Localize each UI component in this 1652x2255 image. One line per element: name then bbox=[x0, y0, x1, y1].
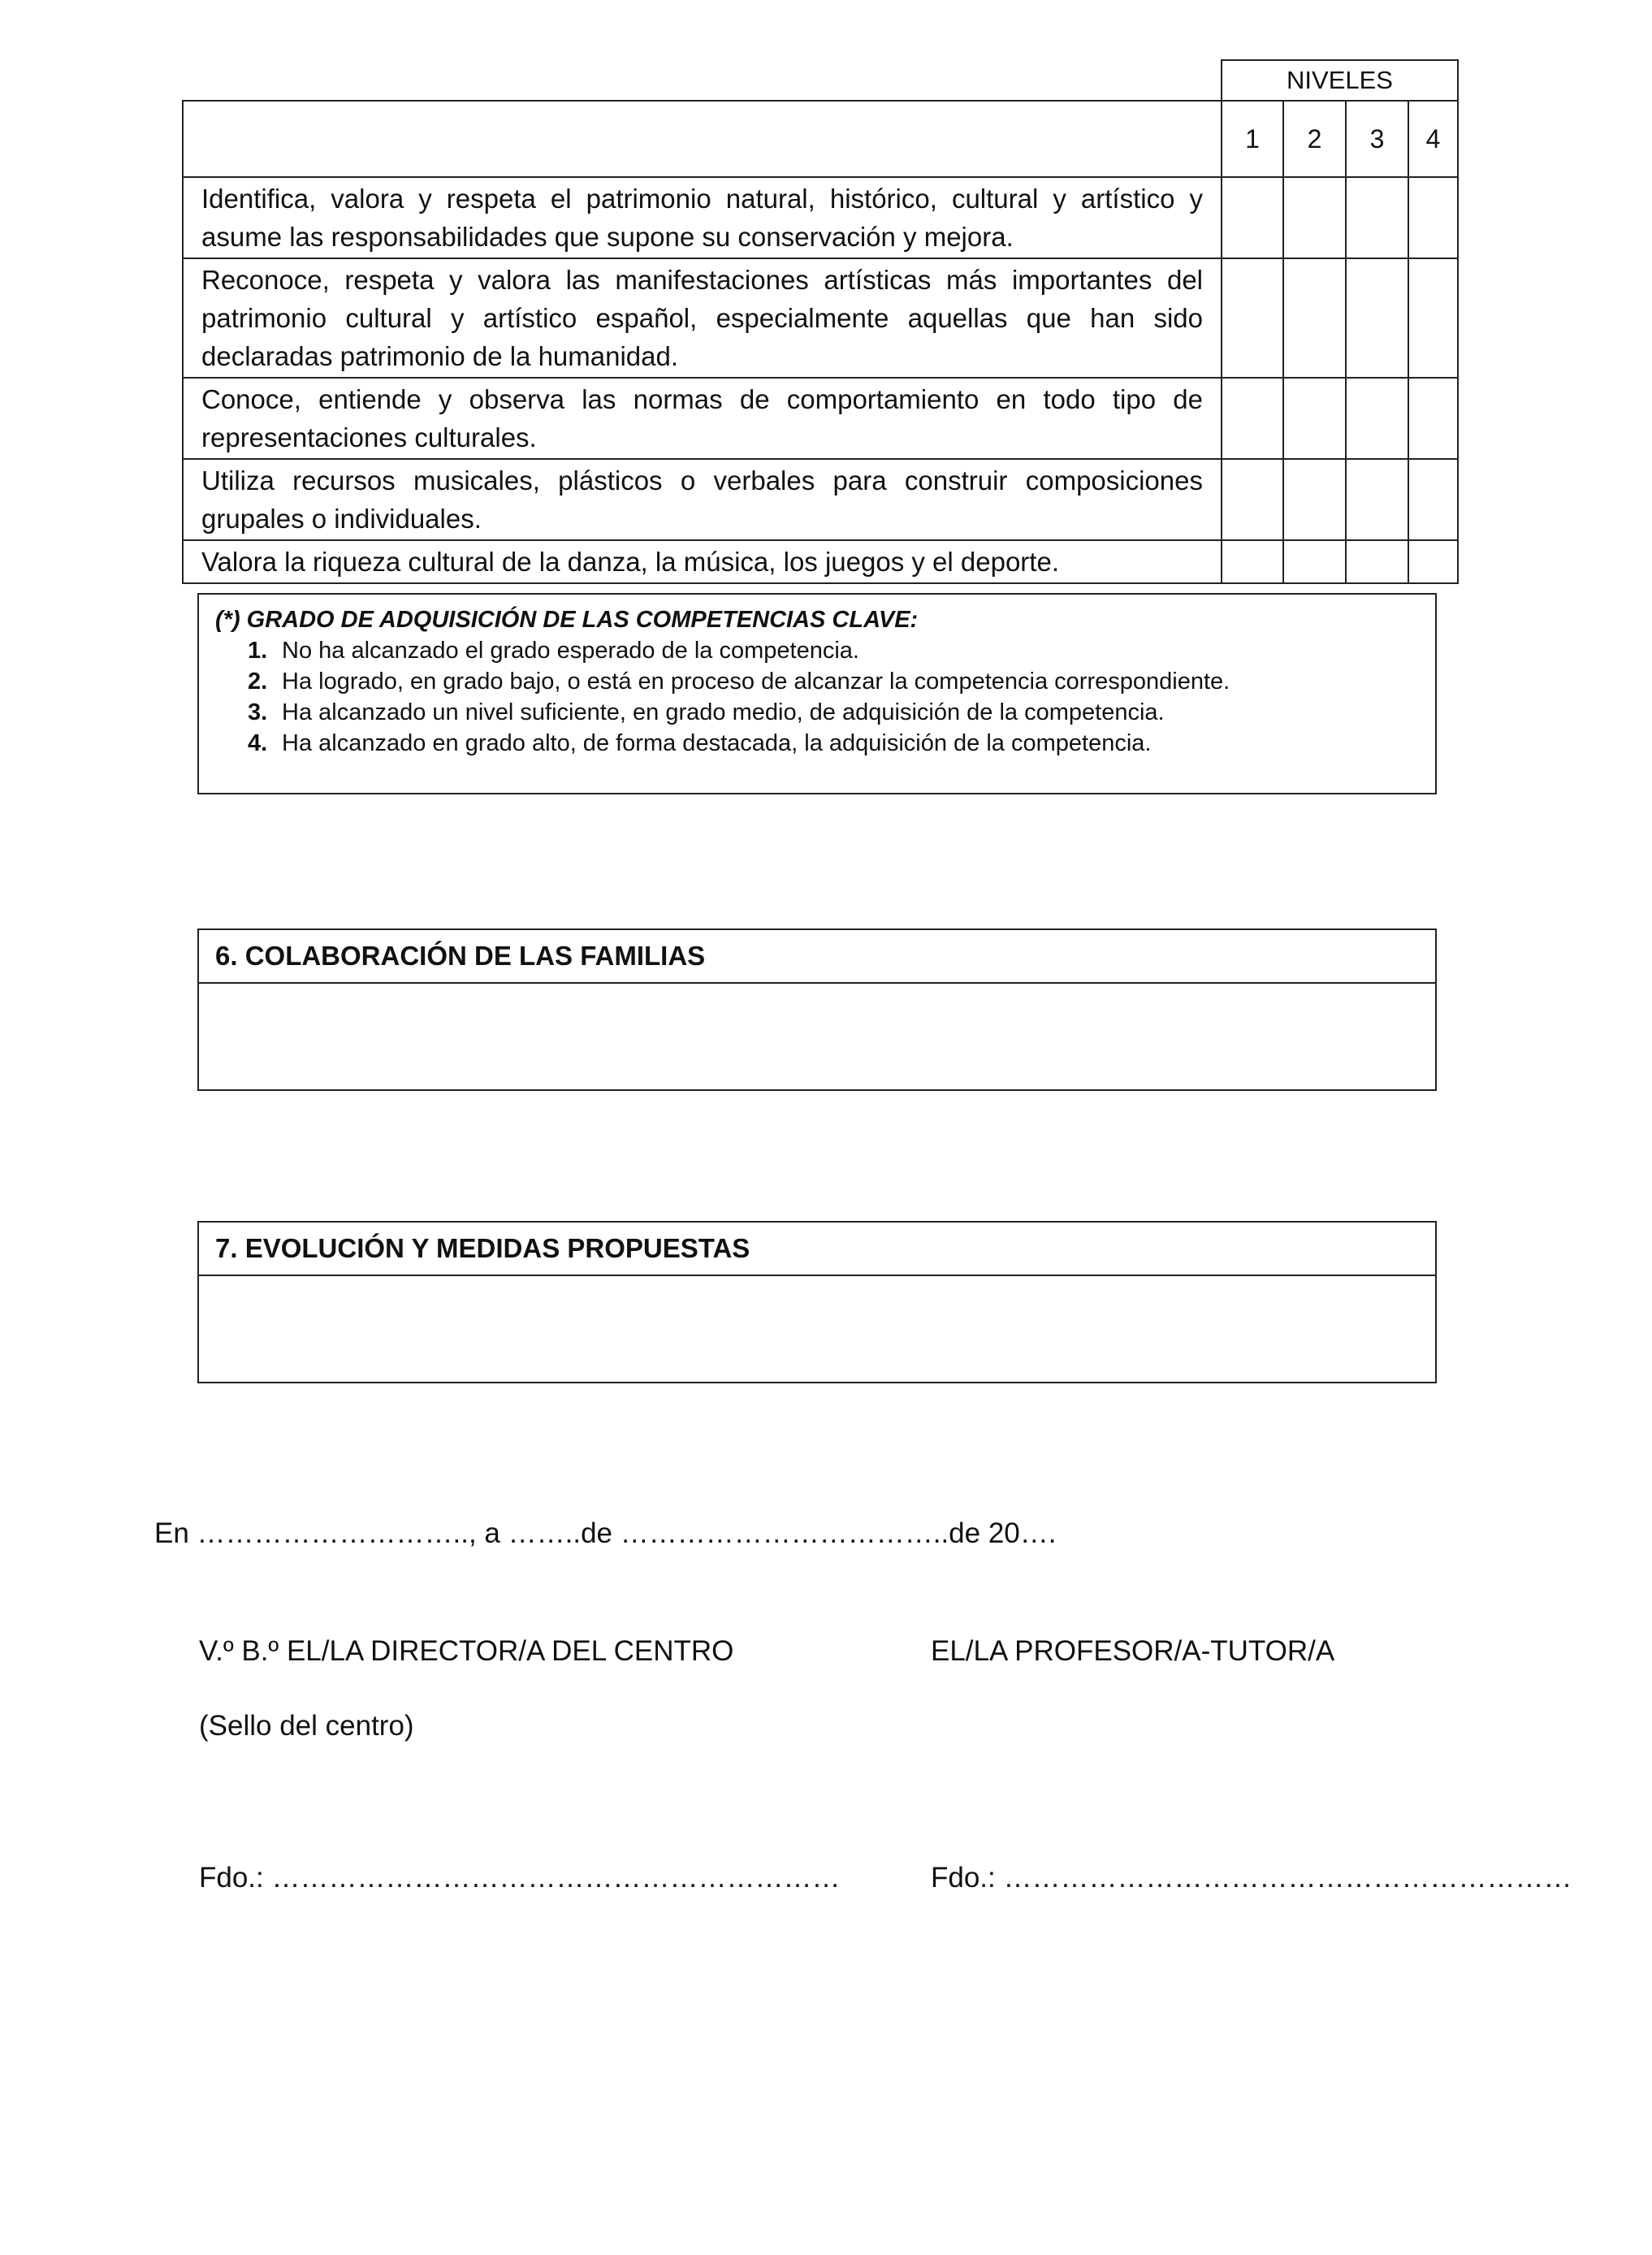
legend-item-text: Ha alcanzado un nivel suficiente, en grado medio, de adquisición de la competencia. bbox=[282, 699, 1165, 725]
level-cell-2[interactable] bbox=[1283, 258, 1346, 378]
legend-list bbox=[215, 635, 1419, 759]
competence-description: Identifica, valora y respeta el patrimonio natural, histórico, cultural y artístico y asume las responsabilidades que supone su conservación y mejora. bbox=[183, 177, 1222, 258]
level-cell-4[interactable] bbox=[1408, 540, 1458, 583]
level-cell-2[interactable] bbox=[1283, 459, 1346, 540]
legend-item-text: No ha alcanzado el grado esperado de la competencia. bbox=[282, 638, 859, 664]
competence-level-legend bbox=[197, 593, 1437, 794]
competence-description: Utiliza recursos musicales, plásticos o verbales para construir composiciones grupales o individuales. bbox=[183, 459, 1222, 540]
level-cell-4[interactable] bbox=[1408, 258, 1458, 378]
level-cell-3[interactable] bbox=[1346, 378, 1408, 459]
level-cell-3[interactable] bbox=[1346, 258, 1408, 378]
level-cell-3[interactable] bbox=[1346, 459, 1408, 540]
tutor-signature-line: Fdo.: …………………………………………………… bbox=[931, 1862, 1572, 1894]
header-empty-cell bbox=[183, 101, 1222, 177]
table-row bbox=[183, 378, 1458, 459]
tutor-label: EL/LA PROFESOR/A-TUTOR/A bbox=[931, 1635, 1335, 1667]
families-section-title: 6. COLABORACIÓN DE LAS FAMILIAS bbox=[199, 930, 1435, 984]
place-date-line: En ……………………….., a ……..de ……………………………..de 20…. bbox=[154, 1517, 1057, 1549]
evolution-section-title: 7. EVOLUCIÓN Y MEDIDAS PROPUESTAS bbox=[199, 1223, 1435, 1276]
level-cell-4[interactable] bbox=[1408, 177, 1458, 258]
level-cell-1[interactable] bbox=[1222, 459, 1283, 540]
level-cell-3[interactable] bbox=[1346, 177, 1408, 258]
families-text-area[interactable] bbox=[199, 984, 1435, 1089]
legend-item bbox=[248, 697, 1419, 728]
director-label: V.º B.º EL/LA DIRECTOR/A DEL CENTRO bbox=[199, 1635, 734, 1667]
level-cell-4[interactable] bbox=[1408, 378, 1458, 459]
table-row bbox=[183, 459, 1458, 540]
level-cell-1[interactable] bbox=[1222, 378, 1283, 459]
table-row bbox=[183, 177, 1458, 258]
evolution-text-area[interactable] bbox=[199, 1276, 1435, 1382]
levels-header: NIVELES bbox=[1222, 60, 1458, 101]
director-signature-line: Fdo.: …………………………………………………… bbox=[199, 1862, 841, 1894]
competence-description: Valora la riqueza cultural de la danza, la música, los juegos y el deporte. bbox=[183, 540, 1222, 583]
legend-item-text: Ha logrado, en grado bajo, o está en proceso de alcanzar la competencia correspondiente. bbox=[282, 669, 1230, 695]
level-cell-1[interactable] bbox=[1222, 177, 1283, 258]
school-seal-label: (Sello del centro) bbox=[199, 1710, 414, 1742]
table-row bbox=[183, 258, 1458, 378]
legend-item bbox=[248, 635, 1419, 666]
legend-item-text: Ha alcanzado en grado alto, de forma destacada, la adquisición de la competencia. bbox=[282, 730, 1152, 756]
families-section bbox=[197, 928, 1437, 1091]
level-cell-2[interactable] bbox=[1283, 540, 1346, 583]
legend-item-number: 3. bbox=[248, 699, 268, 725]
legend-item-number: 2. bbox=[248, 669, 268, 695]
level-cell-1[interactable] bbox=[1222, 540, 1283, 583]
level-number-3: 3 bbox=[1346, 101, 1408, 177]
table-corner-blank bbox=[183, 60, 1222, 101]
level-cell-3[interactable] bbox=[1346, 540, 1408, 583]
legend-item-number: 4. bbox=[248, 730, 268, 756]
legend-item bbox=[248, 666, 1419, 697]
competence-table bbox=[182, 59, 1459, 584]
level-cell-4[interactable] bbox=[1408, 459, 1458, 540]
level-number-2: 2 bbox=[1283, 101, 1346, 177]
level-cell-2[interactable] bbox=[1283, 378, 1346, 459]
table-row bbox=[183, 540, 1458, 583]
legend-item-number: 1. bbox=[248, 638, 268, 664]
level-number-1: 1 bbox=[1222, 101, 1283, 177]
level-cell-1[interactable] bbox=[1222, 258, 1283, 378]
competence-description: Conoce, entiende y observa las normas de comportamiento en todo tipo de representaciones culturales. bbox=[183, 378, 1222, 459]
level-number-4: 4 bbox=[1408, 101, 1458, 177]
evolution-section bbox=[197, 1221, 1437, 1383]
legend-title: (*) GRADO DE ADQUISICIÓN DE LAS COMPETENCIAS CLAVE: bbox=[215, 607, 919, 633]
competence-description: Reconoce, respeta y valora las manifestaciones artísticas más importantes del patrimonio cultural y artístico español, especialmente aquellas que han sido declaradas patrimonio de la humanidad. bbox=[183, 258, 1222, 378]
level-cell-2[interactable] bbox=[1283, 177, 1346, 258]
legend-item bbox=[248, 728, 1419, 759]
